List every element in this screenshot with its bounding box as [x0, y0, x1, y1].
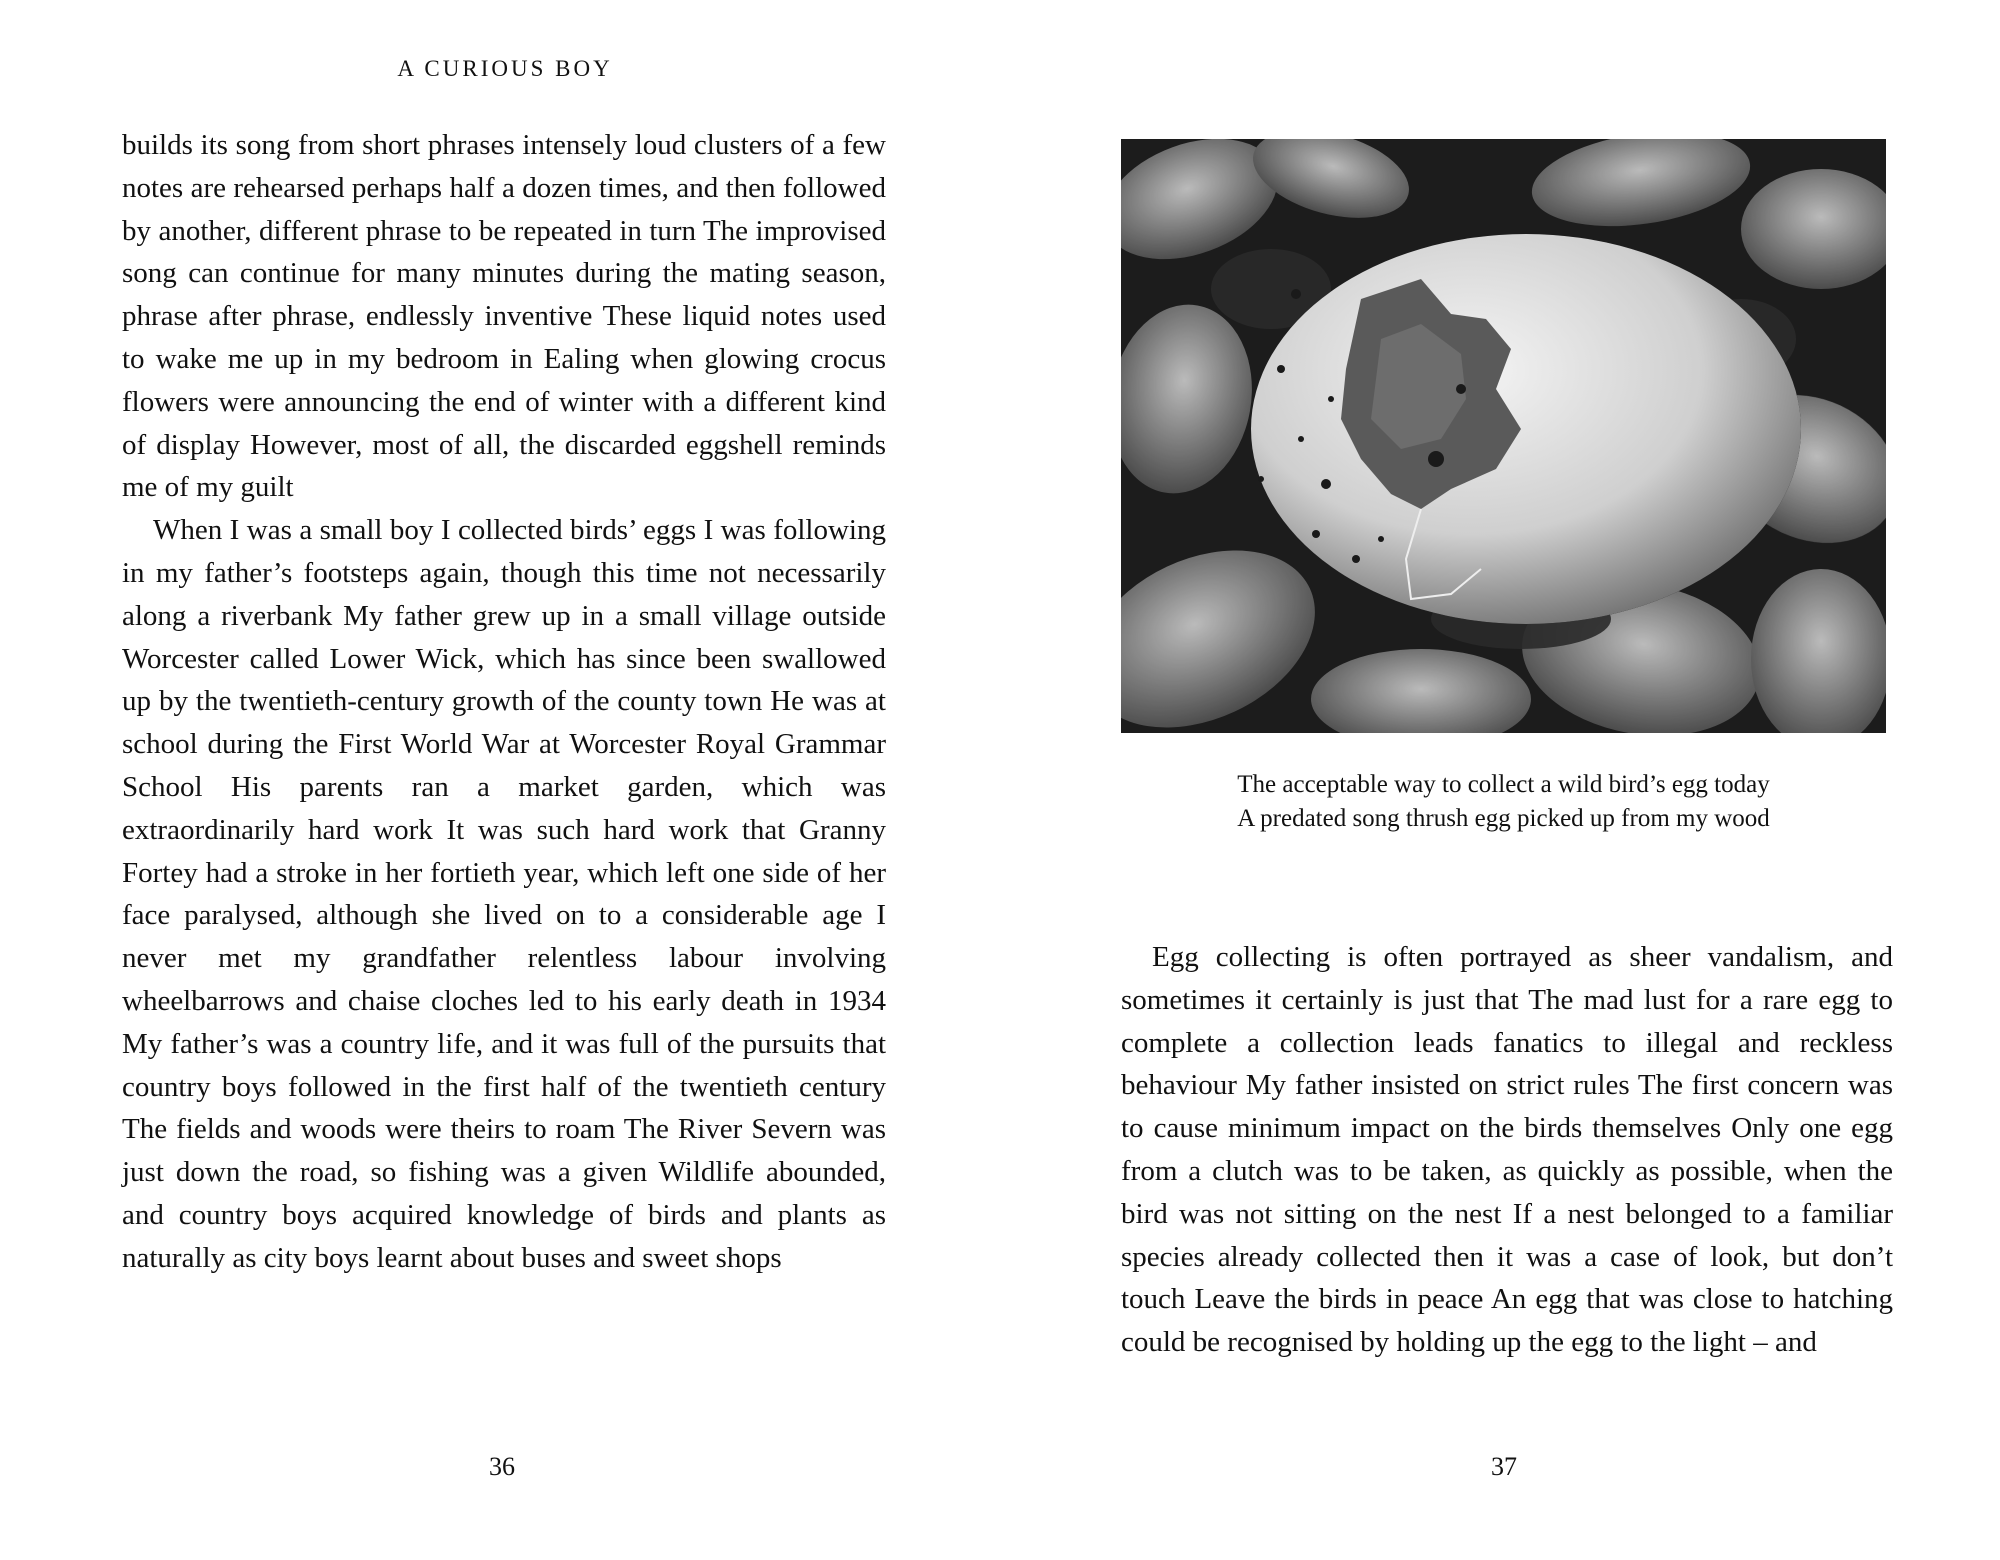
- right-body-text: [1121, 936, 1893, 1364]
- eggshell-photo-icon: [1121, 139, 1886, 733]
- figure-caption: [1121, 768, 1886, 836]
- left-body-text: [122, 124, 886, 1280]
- eggshell-photo: [1121, 139, 1886, 733]
- right-page: [1000, 0, 2000, 1560]
- caption-line: A predated song thrush egg picked up from my wood: [1237, 805, 1770, 832]
- paragraph: builds its song from short phrases intensely loud clusters of a few notes are rehearsed perhaps half a dozen times, and then followed by another, different phrase to be repeated in turn The improvised song can continue for many minutes during the mating season, phrase after phrase, endlessly inventive These liquid notes used to wake me up in my bedroom in Ealing when glowing crocus flowers were announcing the end of winter with a different kind of display However, most of all, the discarded eggshell reminds me of my guilt: [122, 129, 886, 504]
- caption-line: The acceptable way to collect a wild bird’s egg today: [1237, 771, 1770, 798]
- paragraph: When I was a small boy I collected birds’ eggs I was following in my father’s footsteps again, though this time not necessarily along a riverbank My father grew up in a small village outside Worcester called Lower Wick, which has since been swallowed up by the twentieth-century growth of the county town He was at school during the First World War at Worcester Royal Grammar School His parents ran a market garden, which was extraordinarily hard work It was such hard work that Granny Fortey had a stroke in her fortieth year, which left one side of her face paralysed, although she lived on to a considerable age I never met my grandfather relentless labour involving wheelbarrows and chaise cloches led to his early death in 1934 My father’s was a country life, and it was full of the pursuits that country boys followed in the first half of the twentieth century The fields and woods were theirs to roam The River Severn was just down the road, so fishing was a given Wildlife abounded, and country boys acquired knowledge of birds and plants as naturally as city boys learnt about buses and sweet shops: [122, 514, 886, 1274]
- page-number: 37: [1491, 1452, 1517, 1481]
- running-head: A CURIOUS BOY: [397, 56, 613, 81]
- paragraph: Egg collecting is often portrayed as sheer vandalism, and sometimes it certainly is just that The mad lust for a rare egg to complete a collection leads fanatics to illegal and reckless behaviour My father insisted on strict rules The first concern was to cause minimum impact on the birds themselves Only one egg from a clutch was to be taken, as quickly as possible, when the bird was not sitting on the nest If a nest belonged to a familiar species already collected then it was a case of look, but don’t touch Leave the birds in peace An egg that was close to hatching could be recognised by holding up the egg to the light – and: [1121, 941, 1893, 1359]
- page-number: 36: [489, 1452, 515, 1481]
